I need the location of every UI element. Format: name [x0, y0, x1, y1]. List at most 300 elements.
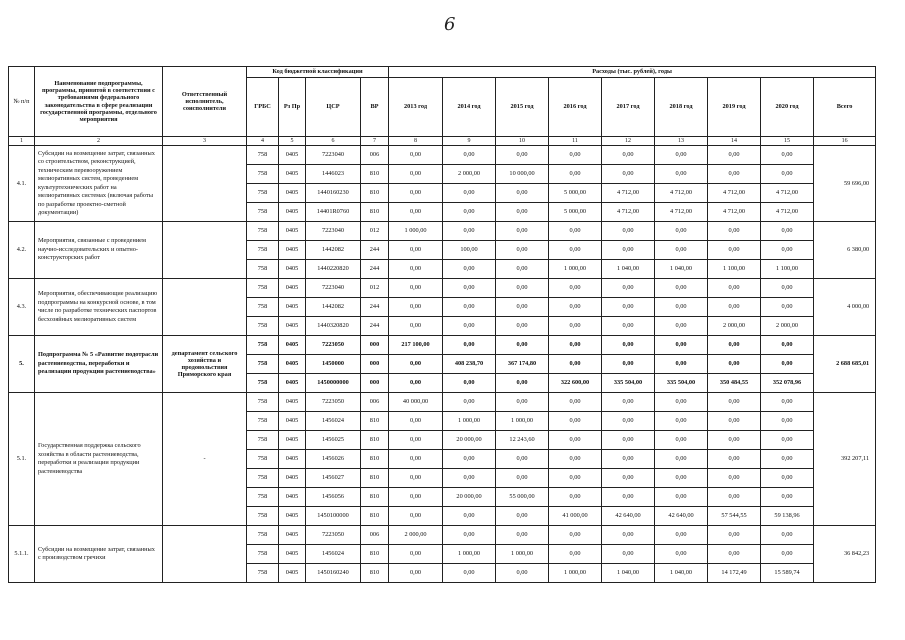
y2014-cell: 0,00	[443, 279, 496, 298]
y2017-cell: 0,00	[602, 545, 655, 564]
y2020-cell: 0,00	[761, 241, 814, 260]
y2015-cell: 0,00	[496, 336, 549, 355]
grbs-cell: 758	[247, 393, 279, 412]
rzpr-cell: 0405	[279, 564, 306, 583]
y2015-cell: 0,00	[496, 393, 549, 412]
y2013-cell: 0,00	[389, 450, 443, 469]
y2020-cell: 0,00	[761, 412, 814, 431]
y2013-cell: 0,00	[389, 317, 443, 336]
csr-cell: 7223040	[306, 146, 361, 165]
csr-cell: 1456024	[306, 412, 361, 431]
y2017-cell: 0,00	[602, 165, 655, 184]
rzpr-cell: 0405	[279, 336, 306, 355]
csr-cell: 7223050	[306, 336, 361, 355]
column-number: 7	[361, 137, 389, 146]
grbs-cell: 758	[247, 450, 279, 469]
header-year: 2014 год	[443, 78, 496, 137]
vr-cell: 244	[361, 317, 389, 336]
y2020-cell: 0,00	[761, 488, 814, 507]
y2020-cell: 4 712,00	[761, 184, 814, 203]
y2013-cell: 0,00	[389, 165, 443, 184]
y2015-cell: 0,00	[496, 298, 549, 317]
csr-cell: 7223040	[306, 279, 361, 298]
rzpr-cell: 0405	[279, 412, 306, 431]
y2017-cell: 0,00	[602, 298, 655, 317]
y2016-cell: 0,00	[549, 241, 602, 260]
column-number: 3	[163, 137, 247, 146]
y2017-cell: 1 040,00	[602, 260, 655, 279]
y2016-cell: 0,00	[549, 279, 602, 298]
column-number: 9	[443, 137, 496, 146]
y2017-cell: 0,00	[602, 279, 655, 298]
y2019-cell: 0,00	[708, 298, 761, 317]
y2014-cell: 0,00	[443, 203, 496, 222]
grbs-cell: 758	[247, 222, 279, 241]
row-total: 392 207,11	[814, 393, 876, 526]
header-expenses: Расходы (тыс. рублей), годы	[389, 67, 876, 78]
csr-cell: 1450000	[306, 355, 361, 374]
csr-cell: 1442082	[306, 241, 361, 260]
row-executor	[163, 526, 247, 583]
row-number: 5.1.1.	[9, 526, 35, 583]
row-total: 59 696,00	[814, 146, 876, 222]
table-row	[9, 222, 876, 241]
y2017-cell: 0,00	[602, 146, 655, 165]
y2016-cell: 0,00	[549, 298, 602, 317]
y2016-cell: 0,00	[549, 355, 602, 374]
y2018-cell: 0,00	[655, 469, 708, 488]
page-number: 6	[444, 14, 456, 35]
y2020-cell: 15 589,74	[761, 564, 814, 583]
grbs-cell: 758	[247, 165, 279, 184]
y2016-cell: 1 000,00	[549, 564, 602, 583]
grbs-cell: 758	[247, 203, 279, 222]
grbs-cell: 758	[247, 431, 279, 450]
y2019-cell: 0,00	[708, 241, 761, 260]
csr-cell: 1440160230	[306, 184, 361, 203]
y2017-cell: 4 712,00	[602, 184, 655, 203]
y2018-cell: 0,00	[655, 488, 708, 507]
y2015-cell: 0,00	[496, 507, 549, 526]
header-csr: ЦСР	[306, 78, 361, 137]
column-number: 15	[761, 137, 814, 146]
y2013-cell: 0,00	[389, 184, 443, 203]
y2018-cell: 0,00	[655, 336, 708, 355]
header-year: 2018 год	[655, 78, 708, 137]
grbs-cell: 758	[247, 298, 279, 317]
y2019-cell: 0,00	[708, 431, 761, 450]
y2019-cell: 57 544,55	[708, 507, 761, 526]
row-number: 4.1.	[9, 146, 35, 222]
y2014-cell: 0,00	[443, 469, 496, 488]
y2013-cell: 0,00	[389, 298, 443, 317]
table-row	[9, 526, 876, 545]
row-executor	[163, 222, 247, 279]
header-total: Всего	[814, 78, 876, 137]
y2016-cell: 0,00	[549, 222, 602, 241]
budget-table	[8, 66, 876, 583]
vr-cell: 810	[361, 507, 389, 526]
y2020-cell: 0,00	[761, 222, 814, 241]
y2018-cell: 0,00	[655, 545, 708, 564]
csr-cell: 1450100000	[306, 507, 361, 526]
y2017-cell: 0,00	[602, 450, 655, 469]
csr-cell: 7223050	[306, 393, 361, 412]
y2018-cell: 0,00	[655, 526, 708, 545]
y2018-cell: 4 712,00	[655, 184, 708, 203]
y2014-cell: 0,00	[443, 260, 496, 279]
row-total: 6 380,00	[814, 222, 876, 279]
row-executor	[163, 146, 247, 222]
grbs-cell: 758	[247, 507, 279, 526]
y2014-cell: 0,00	[443, 526, 496, 545]
y2018-cell: 335 504,00	[655, 374, 708, 393]
rzpr-cell: 0405	[279, 355, 306, 374]
vr-cell: 012	[361, 279, 389, 298]
y2013-cell: 0,00	[389, 241, 443, 260]
y2019-cell: 4 712,00	[708, 184, 761, 203]
grbs-cell: 758	[247, 355, 279, 374]
row-name: Подпрограмма № 5 «Развитие подотрасли растениеводства, переработки и реализации продукции растениеводства»	[35, 336, 163, 393]
table-row	[9, 279, 876, 298]
y2016-cell: 5 000,00	[549, 184, 602, 203]
y2016-cell: 322 600,00	[549, 374, 602, 393]
y2020-cell: 59 138,96	[761, 507, 814, 526]
y2016-cell: 5 000,00	[549, 203, 602, 222]
y2019-cell: 0,00	[708, 355, 761, 374]
y2015-cell: 12 243,60	[496, 431, 549, 450]
vr-cell: 244	[361, 260, 389, 279]
grbs-cell: 758	[247, 336, 279, 355]
y2019-cell: 0,00	[708, 336, 761, 355]
csr-cell: 1440320820	[306, 317, 361, 336]
row-name: Мероприятия, обеспечивающие реализацию подпрограммы на конкурсной основе, в том числе по разработке технических паспортов бесхозяйных мелиоративных систем	[35, 279, 163, 336]
y2017-cell: 0,00	[602, 241, 655, 260]
vr-cell: 000	[361, 355, 389, 374]
y2014-cell: 0,00	[443, 184, 496, 203]
y2016-cell: 0,00	[549, 431, 602, 450]
header-rzpr: Рз Пр	[279, 78, 306, 137]
y2019-cell: 0,00	[708, 222, 761, 241]
y2013-cell: 1 000,00	[389, 222, 443, 241]
grbs-cell: 758	[247, 545, 279, 564]
y2019-cell: 0,00	[708, 279, 761, 298]
y2014-cell: 0,00	[443, 393, 496, 412]
csr-cell: 1456027	[306, 469, 361, 488]
y2014-cell: 0,00	[443, 507, 496, 526]
header-name: Наименование подпрограммы, программы, принятой в соответствии с требованиями федерального законодательства в сфере реализации государственной программы, отдельного мероприятия	[35, 67, 163, 137]
y2018-cell: 0,00	[655, 393, 708, 412]
y2019-cell: 0,00	[708, 469, 761, 488]
rzpr-cell: 0405	[279, 488, 306, 507]
y2018-cell: 0,00	[655, 222, 708, 241]
vr-cell: 000	[361, 374, 389, 393]
y2014-cell: 0,00	[443, 374, 496, 393]
y2013-cell: 0,00	[389, 374, 443, 393]
row-number: 4.2.	[9, 222, 35, 279]
y2016-cell: 0,00	[549, 336, 602, 355]
y2018-cell: 0,00	[655, 317, 708, 336]
y2014-cell: 0,00	[443, 222, 496, 241]
grbs-cell: 758	[247, 564, 279, 583]
grbs-cell: 758	[247, 241, 279, 260]
csr-cell: 7223040	[306, 222, 361, 241]
vr-cell: 244	[361, 241, 389, 260]
y2015-cell: 0,00	[496, 279, 549, 298]
y2013-cell: 0,00	[389, 146, 443, 165]
vr-cell: 810	[361, 203, 389, 222]
y2013-cell: 0,00	[389, 507, 443, 526]
y2015-cell: 10 000,00	[496, 165, 549, 184]
y2019-cell: 0,00	[708, 393, 761, 412]
y2019-cell: 14 172,49	[708, 564, 761, 583]
y2017-cell: 0,00	[602, 469, 655, 488]
y2016-cell: 0,00	[549, 146, 602, 165]
y2016-cell: 41 000,00	[549, 507, 602, 526]
csr-cell: 14401R0760	[306, 203, 361, 222]
column-number: 12	[602, 137, 655, 146]
y2015-cell: 0,00	[496, 450, 549, 469]
grbs-cell: 758	[247, 526, 279, 545]
y2017-cell: 0,00	[602, 336, 655, 355]
rzpr-cell: 0405	[279, 469, 306, 488]
csr-cell: 7223050	[306, 526, 361, 545]
y2013-cell: 0,00	[389, 545, 443, 564]
column-number: 1	[9, 137, 35, 146]
y2020-cell: 0,00	[761, 545, 814, 564]
y2017-cell: 0,00	[602, 412, 655, 431]
vr-cell: 810	[361, 431, 389, 450]
y2015-cell: 0,00	[496, 526, 549, 545]
column-number: 2	[35, 137, 163, 146]
y2016-cell: 0,00	[549, 393, 602, 412]
csr-cell: 1450160240	[306, 564, 361, 583]
y2013-cell: 2 000,00	[389, 526, 443, 545]
header-num: № п/п	[9, 67, 35, 137]
grbs-cell: 758	[247, 469, 279, 488]
csr-cell: 1456024	[306, 545, 361, 564]
y2020-cell: 1 100,00	[761, 260, 814, 279]
y2016-cell: 0,00	[549, 526, 602, 545]
y2013-cell: 40 000,00	[389, 393, 443, 412]
y2015-cell: 0,00	[496, 260, 549, 279]
y2017-cell: 42 640,00	[602, 507, 655, 526]
column-number: 6	[306, 137, 361, 146]
y2013-cell: 0,00	[389, 279, 443, 298]
y2014-cell: 2 000,00	[443, 165, 496, 184]
row-executor	[163, 279, 247, 336]
y2017-cell: 0,00	[602, 431, 655, 450]
row-name: Субсидии на возмещение затрат, связанных с производством гречихи	[35, 526, 163, 583]
y2019-cell: 0,00	[708, 146, 761, 165]
vr-cell: 810	[361, 450, 389, 469]
header-year: 2019 год	[708, 78, 761, 137]
vr-cell: 810	[361, 184, 389, 203]
vr-cell: 810	[361, 545, 389, 564]
y2020-cell: 0,00	[761, 450, 814, 469]
y2019-cell: 1 100,00	[708, 260, 761, 279]
column-numbers-row	[9, 137, 876, 146]
column-number: 5	[279, 137, 306, 146]
vr-cell: 810	[361, 412, 389, 431]
y2016-cell: 0,00	[549, 450, 602, 469]
y2018-cell: 0,00	[655, 431, 708, 450]
csr-cell: 1440220820	[306, 260, 361, 279]
y2015-cell: 0,00	[496, 469, 549, 488]
header-vr: ВР	[361, 78, 389, 137]
y2019-cell: 2 000,00	[708, 317, 761, 336]
rzpr-cell: 0405	[279, 431, 306, 450]
column-number: 13	[655, 137, 708, 146]
y2020-cell: 0,00	[761, 393, 814, 412]
y2017-cell: 0,00	[602, 355, 655, 374]
rzpr-cell: 0405	[279, 317, 306, 336]
vr-cell: 006	[361, 393, 389, 412]
rzpr-cell: 0405	[279, 184, 306, 203]
row-name: Субсидии на возмещение затрат, связанных со строительством, реконструкцией, техническим перевооружением мелиоративных систем, проведением культуртехнических работ на мелиоративных системах (включая работы по разработке проектно-сметной документации)	[35, 146, 163, 222]
y2017-cell: 0,00	[602, 393, 655, 412]
y2013-cell: 0,00	[389, 469, 443, 488]
y2013-cell: 0,00	[389, 564, 443, 583]
y2020-cell: 0,00	[761, 279, 814, 298]
y2015-cell: 0,00	[496, 241, 549, 260]
y2020-cell: 352 078,96	[761, 374, 814, 393]
row-executor: -	[163, 393, 247, 526]
rzpr-cell: 0405	[279, 450, 306, 469]
y2014-cell: 1 000,00	[443, 412, 496, 431]
csr-cell: 1442082	[306, 298, 361, 317]
y2018-cell: 0,00	[655, 279, 708, 298]
y2017-cell: 0,00	[602, 222, 655, 241]
rzpr-cell: 0405	[279, 393, 306, 412]
y2020-cell: 0,00	[761, 431, 814, 450]
y2016-cell: 0,00	[549, 488, 602, 507]
grbs-cell: 758	[247, 279, 279, 298]
y2019-cell: 0,00	[708, 450, 761, 469]
y2014-cell: 1 000,00	[443, 545, 496, 564]
y2015-cell: 0,00	[496, 146, 549, 165]
y2019-cell: 0,00	[708, 412, 761, 431]
grbs-cell: 758	[247, 184, 279, 203]
y2018-cell: 0,00	[655, 298, 708, 317]
y2017-cell: 0,00	[602, 488, 655, 507]
column-number: 8	[389, 137, 443, 146]
rzpr-cell: 0405	[279, 279, 306, 298]
vr-cell: 810	[361, 165, 389, 184]
grbs-cell: 758	[247, 374, 279, 393]
y2019-cell: 4 712,00	[708, 203, 761, 222]
header-year: 2013 год	[389, 78, 443, 137]
y2015-cell: 0,00	[496, 564, 549, 583]
table-row	[9, 393, 876, 412]
y2020-cell: 0,00	[761, 298, 814, 317]
rzpr-cell: 0405	[279, 374, 306, 393]
y2018-cell: 0,00	[655, 450, 708, 469]
y2014-cell: 20 000,00	[443, 488, 496, 507]
header-year: 2020 год	[761, 78, 814, 137]
y2013-cell: 0,00	[389, 355, 443, 374]
rzpr-cell: 0405	[279, 146, 306, 165]
rzpr-cell: 0405	[279, 260, 306, 279]
y2015-cell: 0,00	[496, 374, 549, 393]
y2014-cell: 0,00	[443, 298, 496, 317]
y2019-cell: 0,00	[708, 165, 761, 184]
y2016-cell: 0,00	[549, 545, 602, 564]
row-executor: департамент сельского хозяйства и продовольствия Приморского края	[163, 336, 247, 393]
grbs-cell: 758	[247, 412, 279, 431]
y2020-cell: 0,00	[761, 165, 814, 184]
y2018-cell: 1 040,00	[655, 564, 708, 583]
row-number: 4.3.	[9, 279, 35, 336]
y2018-cell: 0,00	[655, 412, 708, 431]
y2017-cell: 335 504,00	[602, 374, 655, 393]
vr-cell: 810	[361, 488, 389, 507]
header-year: 2017 год	[602, 78, 655, 137]
y2018-cell: 1 040,00	[655, 260, 708, 279]
y2014-cell: 0,00	[443, 564, 496, 583]
y2017-cell: 4 712,00	[602, 203, 655, 222]
y2015-cell: 0,00	[496, 317, 549, 336]
table-row	[9, 336, 876, 355]
y2019-cell: 0,00	[708, 545, 761, 564]
vr-cell: 006	[361, 526, 389, 545]
header-executor: Ответственный исполнитель, соисполнители	[163, 67, 247, 137]
column-number: 11	[549, 137, 602, 146]
csr-cell: 1456026	[306, 450, 361, 469]
grbs-cell: 758	[247, 260, 279, 279]
y2015-cell: 0,00	[496, 222, 549, 241]
column-number: 16	[814, 137, 876, 146]
csr-cell: 1456025	[306, 431, 361, 450]
y2020-cell: 0,00	[761, 336, 814, 355]
header-year: 2016 год	[549, 78, 602, 137]
rzpr-cell: 0405	[279, 507, 306, 526]
vr-cell: 000	[361, 336, 389, 355]
y2015-cell: 1 000,00	[496, 412, 549, 431]
y2014-cell: 0,00	[443, 317, 496, 336]
y2013-cell: 217 100,00	[389, 336, 443, 355]
y2019-cell: 0,00	[708, 526, 761, 545]
y2015-cell: 0,00	[496, 184, 549, 203]
y2016-cell: 0,00	[549, 469, 602, 488]
y2020-cell: 0,00	[761, 355, 814, 374]
header-grbs: ГРБС	[247, 78, 279, 137]
y2015-cell: 1 000,00	[496, 545, 549, 564]
vr-cell: 810	[361, 564, 389, 583]
row-name: Государственная поддержка сельского хозяйства в области растениеводства, переработки и реализации продукции растениеводства	[35, 393, 163, 526]
y2014-cell: 100,00	[443, 241, 496, 260]
y2013-cell: 0,00	[389, 260, 443, 279]
y2013-cell: 0,00	[389, 203, 443, 222]
csr-cell: 1446023	[306, 165, 361, 184]
row-total: 2 688 685,01	[814, 336, 876, 393]
y2016-cell: 0,00	[549, 317, 602, 336]
y2020-cell: 2 000,00	[761, 317, 814, 336]
row-number: 5.	[9, 336, 35, 393]
y2015-cell: 367 174,80	[496, 355, 549, 374]
column-number: 14	[708, 137, 761, 146]
row-name: Мероприятия, связанные с проведением научно-исследовательских и опытно-конструкторских работ	[35, 222, 163, 279]
rzpr-cell: 0405	[279, 222, 306, 241]
row-total: 36 842,23	[814, 526, 876, 583]
y2018-cell: 42 640,00	[655, 507, 708, 526]
y2018-cell: 4 712,00	[655, 203, 708, 222]
grbs-cell: 758	[247, 488, 279, 507]
y2013-cell: 0,00	[389, 431, 443, 450]
y2015-cell: 0,00	[496, 203, 549, 222]
y2016-cell: 0,00	[549, 412, 602, 431]
y2018-cell: 0,00	[655, 165, 708, 184]
